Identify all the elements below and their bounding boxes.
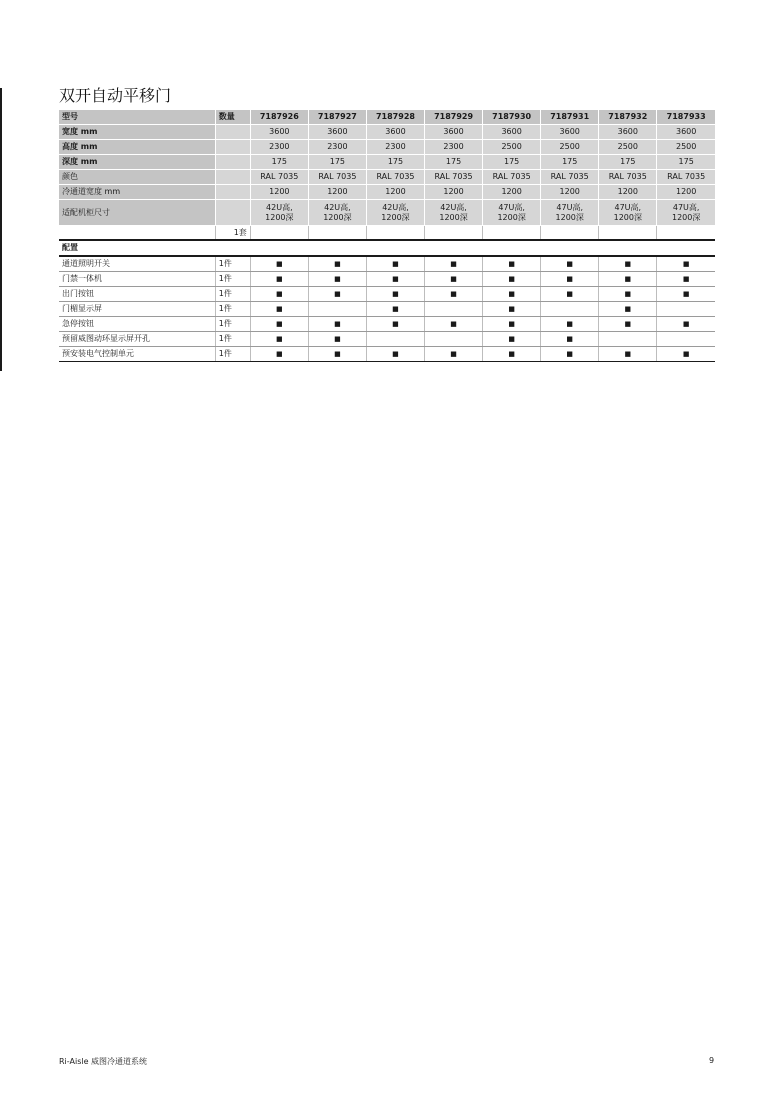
config-qty: 1件 (215, 347, 250, 362)
spec-label: 冷通道宽度 mm (59, 185, 215, 200)
spec-value: 2500 (541, 140, 599, 155)
included-mark-icon: ■ (334, 260, 341, 268)
fit-height: 42U高, (440, 202, 467, 212)
config-cell (250, 272, 308, 287)
config-row (59, 256, 715, 272)
spec-value: RAL 7035 (308, 170, 366, 185)
included-mark-icon: ■ (624, 305, 632, 313)
config-cell (250, 332, 308, 347)
spec-label: 颜色 (59, 170, 215, 185)
set-cell (308, 226, 366, 241)
spec-label: 高度 mm (59, 140, 215, 155)
spec-value: RAL 7035 (250, 170, 308, 185)
config-label: 门禁一体机 (59, 272, 215, 287)
fit-qty (215, 200, 250, 226)
included-mark-icon: ■ (276, 305, 283, 313)
config-cell (250, 287, 308, 302)
config-cell (308, 287, 366, 302)
config-cell (366, 302, 424, 317)
spec-value: 1200 (308, 185, 366, 200)
fit-label: 适配机柜尺寸 (59, 200, 215, 226)
included-mark-icon: ■ (682, 275, 690, 283)
model-number: 7187931 (541, 110, 599, 125)
included-mark-icon: ■ (334, 290, 341, 298)
page-number: 9 (709, 1056, 715, 1065)
included-mark-icon: ■ (682, 350, 690, 358)
model-number: 7187930 (483, 110, 541, 125)
config-label: 通道照明开关 (59, 256, 215, 272)
config-cell (483, 256, 541, 272)
fit-height: 47U高, (556, 202, 583, 212)
spec-table (59, 110, 715, 362)
config-cell (425, 287, 483, 302)
included-mark-icon: ■ (508, 275, 515, 283)
config-qty: 1件 (215, 287, 250, 302)
fit-depth: 1200深 (613, 212, 642, 222)
config-row (59, 287, 715, 302)
spec-qty (215, 140, 250, 155)
config-cell (250, 302, 308, 317)
model-number: 7187932 (599, 110, 657, 125)
config-cell (483, 302, 541, 317)
config-row (59, 347, 715, 362)
fit-value (483, 200, 541, 226)
included-mark-icon: ■ (450, 260, 457, 268)
config-cell (425, 302, 483, 317)
included-mark-icon: ■ (508, 335, 515, 343)
config-qty: 1件 (215, 272, 250, 287)
config-cell (425, 347, 483, 362)
spec-value: 2500 (599, 140, 657, 155)
spec-qty (215, 155, 250, 170)
config-cell (366, 347, 424, 362)
spec-label: 深度 mm (59, 155, 215, 170)
config-cell (541, 332, 599, 347)
included-mark-icon: ■ (334, 275, 341, 283)
fit-value (250, 200, 308, 226)
spec-value: 2300 (366, 140, 424, 155)
config-cell (657, 256, 715, 272)
included-mark-icon: ■ (276, 275, 283, 283)
included-mark-icon: ■ (508, 260, 515, 268)
config-cell (366, 317, 424, 332)
included-mark-icon: ■ (508, 320, 515, 328)
spec-value: RAL 7035 (425, 170, 483, 185)
included-mark-icon: ■ (508, 305, 515, 313)
config-row (59, 272, 715, 287)
fit-row (59, 200, 715, 226)
spec-value: 1200 (250, 185, 308, 200)
fit-value (657, 200, 715, 226)
header-row (59, 110, 715, 125)
fit-height: 47U高, (672, 202, 700, 212)
config-cell (599, 317, 657, 332)
spec-value: RAL 7035 (541, 170, 599, 185)
included-mark-icon: ■ (566, 275, 574, 283)
config-row (59, 302, 715, 317)
config-heading: 配置 (59, 240, 715, 256)
config-cell (250, 347, 308, 362)
config-qty: 1件 (215, 302, 250, 317)
included-mark-icon: ■ (508, 350, 515, 358)
spec-value: 1200 (599, 185, 657, 200)
config-row (59, 317, 715, 332)
spec-value: 3600 (599, 125, 657, 140)
included-mark-icon: ■ (566, 290, 574, 298)
config-cell (657, 302, 715, 317)
config-cell (599, 287, 657, 302)
included-mark-icon: ■ (624, 320, 632, 328)
included-mark-icon: ■ (276, 260, 283, 268)
fit-height: 47U高, (498, 202, 525, 212)
fit-height: 47U高, (614, 202, 642, 212)
spec-value: 175 (250, 155, 308, 170)
set-cell (425, 226, 483, 241)
spec-value: 2300 (308, 140, 366, 155)
set-cell (483, 226, 541, 241)
spec-row (59, 170, 715, 185)
header-qty-label: 数量 (215, 110, 250, 125)
spec-row (59, 185, 715, 200)
left-margin-rule (0, 88, 2, 371)
config-cell (250, 317, 308, 332)
set-cell (250, 226, 308, 241)
included-mark-icon: ■ (392, 290, 399, 298)
config-cell (425, 332, 483, 347)
config-cell (250, 256, 308, 272)
included-mark-icon: ■ (334, 350, 341, 358)
spec-value: 175 (541, 155, 599, 170)
config-cell (599, 256, 657, 272)
set-label (59, 226, 215, 241)
included-mark-icon: ■ (334, 335, 341, 343)
included-mark-icon: ■ (392, 305, 399, 313)
config-cell (599, 272, 657, 287)
spec-value: 1200 (541, 185, 599, 200)
fit-height: 42U高, (266, 202, 293, 212)
config-cell (541, 302, 599, 317)
config-cell (366, 287, 424, 302)
included-mark-icon: ■ (392, 275, 399, 283)
fit-depth: 1200深 (555, 212, 584, 222)
included-mark-icon: ■ (334, 320, 341, 328)
included-mark-icon: ■ (624, 260, 632, 268)
spec-value: 175 (308, 155, 366, 170)
config-cell (425, 256, 483, 272)
spec-row (59, 155, 715, 170)
included-mark-icon: ■ (566, 260, 574, 268)
fit-value (541, 200, 599, 226)
spec-value: 3600 (308, 125, 366, 140)
model-number: 7187928 (366, 110, 424, 125)
spec-value: 175 (366, 155, 424, 170)
model-number: 7187933 (657, 110, 715, 125)
spec-qty (215, 170, 250, 185)
config-cell (425, 272, 483, 287)
fit-depth: 1200深 (323, 212, 352, 222)
config-cell (366, 256, 424, 272)
fit-value (366, 200, 424, 226)
fit-height: 42U高, (382, 202, 409, 212)
config-label: 出门按钮 (59, 287, 215, 302)
spec-value: 3600 (657, 125, 715, 140)
config-cell (308, 272, 366, 287)
spec-value: RAL 7035 (657, 170, 715, 185)
included-mark-icon: ■ (566, 335, 574, 343)
set-qty: 1套 (215, 226, 250, 241)
included-mark-icon: ■ (566, 320, 574, 328)
config-cell (657, 347, 715, 362)
model-number: 7187929 (425, 110, 483, 125)
included-mark-icon: ■ (276, 290, 283, 298)
set-cell (541, 226, 599, 241)
included-mark-icon: ■ (276, 335, 283, 343)
spec-value: 2500 (483, 140, 541, 155)
spec-label: 宽度 mm (59, 125, 215, 140)
spec-value: 3600 (425, 125, 483, 140)
fit-value (308, 200, 366, 226)
config-cell (366, 272, 424, 287)
included-mark-icon: ■ (624, 290, 632, 298)
config-cell (425, 317, 483, 332)
included-mark-icon: ■ (450, 350, 457, 358)
config-cell (657, 317, 715, 332)
spec-row (59, 125, 715, 140)
config-qty: 1件 (215, 317, 250, 332)
config-cell (483, 272, 541, 287)
spec-value: 1200 (425, 185, 483, 200)
config-heading-row (59, 240, 715, 256)
fit-value (425, 200, 483, 226)
config-cell (308, 302, 366, 317)
fit-depth: 1200深 (381, 212, 410, 222)
included-mark-icon: ■ (450, 320, 457, 328)
set-cell (599, 226, 657, 241)
spec-value: RAL 7035 (366, 170, 424, 185)
included-mark-icon: ■ (276, 350, 283, 358)
spec-value: 1200 (657, 185, 715, 200)
config-qty: 1件 (215, 332, 250, 347)
spec-value: 175 (483, 155, 541, 170)
config-label: 预留威图动环显示屏开孔 (59, 332, 215, 347)
config-cell (657, 287, 715, 302)
model-number: 7187927 (308, 110, 366, 125)
config-qty: 1件 (215, 256, 250, 272)
config-cell (483, 317, 541, 332)
included-mark-icon: ■ (508, 290, 515, 298)
page-title: 双开自动平移门 (59, 86, 172, 105)
spec-value: 1200 (483, 185, 541, 200)
spec-row (59, 140, 715, 155)
included-mark-icon: ■ (392, 350, 399, 358)
config-cell (366, 332, 424, 347)
fit-value (599, 200, 657, 226)
config-cell (599, 332, 657, 347)
config-cell (308, 332, 366, 347)
config-label: 门楣显示屏 (59, 302, 215, 317)
spec-value: 2500 (657, 140, 715, 155)
fit-height: 42U高, (324, 202, 351, 212)
included-mark-icon: ■ (682, 290, 690, 298)
config-cell (541, 287, 599, 302)
config-cell (657, 332, 715, 347)
spec-value: 2300 (425, 140, 483, 155)
set-row (59, 226, 715, 241)
fit-depth: 1200深 (265, 212, 294, 222)
config-label: 预安装电气控制单元 (59, 347, 215, 362)
config-cell (657, 272, 715, 287)
included-mark-icon: ■ (276, 320, 283, 328)
config-cell (308, 317, 366, 332)
config-cell (599, 302, 657, 317)
config-cell (541, 256, 599, 272)
model-number: 7187926 (250, 110, 308, 125)
set-cell (366, 226, 424, 241)
fit-depth: 1200深 (439, 212, 468, 222)
config-cell (483, 347, 541, 362)
spec-value: 3600 (483, 125, 541, 140)
spec-value: 3600 (541, 125, 599, 140)
included-mark-icon: ■ (682, 320, 690, 328)
header-label: 型号 (59, 110, 215, 125)
spec-value: 1200 (366, 185, 424, 200)
included-mark-icon: ■ (450, 275, 457, 283)
config-cell (308, 256, 366, 272)
spec-qty (215, 125, 250, 140)
included-mark-icon: ■ (392, 320, 399, 328)
included-mark-icon: ■ (624, 350, 632, 358)
included-mark-icon: ■ (566, 350, 574, 358)
spec-value: 175 (657, 155, 715, 170)
config-label: 急停按钮 (59, 317, 215, 332)
config-cell (483, 332, 541, 347)
config-cell (483, 287, 541, 302)
spec-value: 175 (599, 155, 657, 170)
included-mark-icon: ■ (624, 275, 632, 283)
spec-value: RAL 7035 (599, 170, 657, 185)
fit-depth: 1200深 (497, 212, 526, 222)
spec-value: 175 (425, 155, 483, 170)
config-cell (599, 347, 657, 362)
spec-value: 2300 (250, 140, 308, 155)
config-cell (541, 317, 599, 332)
spec-value: 3600 (250, 125, 308, 140)
config-cell (541, 272, 599, 287)
set-cell (657, 226, 715, 241)
included-mark-icon: ■ (450, 290, 457, 298)
spec-qty (215, 185, 250, 200)
fit-depth: 1200深 (671, 212, 701, 222)
config-cell (308, 347, 366, 362)
spec-value: RAL 7035 (483, 170, 541, 185)
config-row (59, 332, 715, 347)
footer-title: Ri-Aisle 威图冷通道系统 (59, 1057, 148, 1066)
config-cell (541, 347, 599, 362)
included-mark-icon: ■ (682, 260, 690, 268)
spec-value: 3600 (366, 125, 424, 140)
included-mark-icon: ■ (392, 260, 399, 268)
